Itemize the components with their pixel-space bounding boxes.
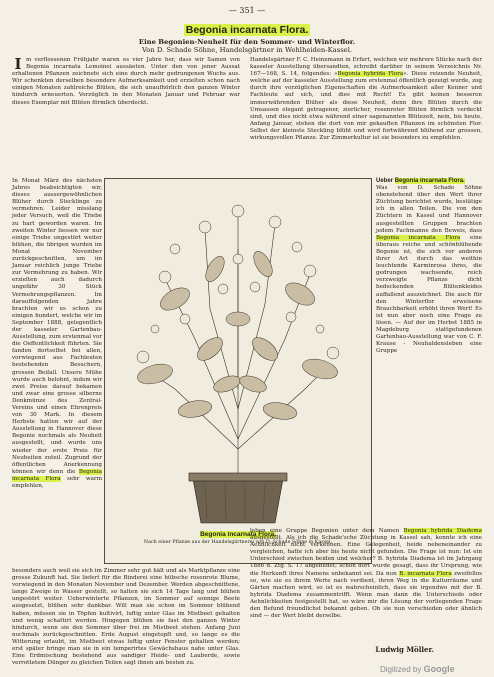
col3-highlight: Begonia incarnata Flora xyxy=(376,234,461,241)
plant-illustration-frame xyxy=(104,178,372,564)
col2-bottom-3: zweifellos so, wie sie es ihrem Werte nach verdient, ihren Weg in die Kulturräume und Gärten machen wird, so ist es wahrscheinlich, dass sie irgendwo mit der B. hybrida Diadema zusammentrifft. Wenn man dann die Unterschiede oder Aehnlichkeiten festgestellt hat, so wäre mir die Lösung der vorliegenden Frage den Befund freundlichst bekannt geben. Ob sie nun verschieden oder ähnlich sind — der Wert bleibt derselbe. xyxy=(250,570,483,620)
drop-cap: I xyxy=(14,55,22,73)
watermark-prefix: Digitized by xyxy=(380,665,422,674)
col1-side-highlight: Begonia incarnata Flora xyxy=(12,468,102,482)
col1-side-end: sehr warm empfehlen, xyxy=(12,475,102,490)
col2-bottom-2: ausgestellt. Als ich die Schade'sche Züchtung in Kassel sah, konnte ich eine Aehnlichkeit nicht verkennen. Eine Gelegenheit, beide nebeneinander zu vergleichen, hatte ich aber bis heute nicht gefunden. Die Frage ist nun: Ist ein Unterschied zwischen beiden und welcher? B. hybrida Diadema ist im Jahrgang 1886 d. Ztg. S. 17 abgebildet; schon dort wurde gesagt, dass ihr Ursprung, wie die Herkunft ihres Namens unbekannt sei. Da nun xyxy=(250,535,482,577)
col2-bottom-highlight-2: B. incarnata Flora xyxy=(399,570,452,577)
col1-top-text: m verflossenen Frühjahr waren es vier Jahre her, dass wir Samen von Begonia incarnata Lemoinei aussäeten. Unter den von jener Aussat erhaltenen Pflanzen zeichnete sich eine durch mehr gedrungenen Wuchs aus. Wir schenkten derselben besondere Aufmerksamkeit und erzielten schon nach einigen Monaten zahlreiche Blüten, die sich unaufhörlich den ganzen Winter hindurch erneuerten. Vorzüglich in den Monaten Januar und Februar war dieses Exemplar mit Blüten förmlich überdeckt. xyxy=(12,57,240,106)
digitized-watermark xyxy=(380,664,455,674)
column-right-side xyxy=(376,178,482,528)
column-right-top: Handelsgärtner F. C. Heinemann in Erfurt, welchen wir mehrere Stücke nach der kasseler Ausstellung übersandten, schreibt darüber in seinem Verzeichnis Nr. 167—168, S. 14, folgendes: »Begonia hybrida Flora«. Diese reizende Neuheit, welche auf der kasseler Ausstellung zum erstenmal öffentlich gezeigt wurde, zog durch ihre vorzüglichen Eigenschaften die Aufmerksamkeit aller Kenner und Fachleute auf sich, und dies mit Recht! Es gibt keinen besseren immerwährenden Blüher als diese Neuheit, denn ihre Blüten durch die Umsassen elegant getragener, zierlicher, rosenroter Blüten förmlich verdeckt sind, und dies nicht etwa während einer sagenannten Blütezeit, nein, bis heute, Anfang Januar, stehen die dort von mir gekauften Pflanzen im schönsten Flor. Selbst der kleinste Steckling blüht und wird fortwährend blühend zur grossen, wirkungsvollen Pflanze. Zur Zimmerkultur ist sie besonders zu empfehlen. xyxy=(250,57,482,142)
article-title xyxy=(0,24,494,36)
col1-side-text: In Monat März des nächsten Jahres beabsichtigten wir, dieses aussergewöhnlichen Blüher durch Stecklinge zu vermehren. Leider misslang jeder Versuch, weil die Triebe zu hart geworden waren. Im zweiten Winter liessen wir nur einige Triebe ungestört weiter blühen, die übrigen wurden im Monat November zurückgeschnitten, um im Januar reichlich junge Triebe zur Vermehrung zu haben. Wir erzielten auch dadurch ungefähr 30 Stück Vermehrungspflanzen. Im darauffolgenden Jahre brachten wir es schon zu einigen hundert, welche wir im September 1888, gelegentlich der kasseler Gartenbau-Ausstellung, zum erstenmal vor die Oeffentlichkeit führten. Sie fanden dortselbst bei allen, vorwiegend aus Fachleuten bestehenden Besuchern, grossen Beifall. Unsere Mühe wurde auch belohnt, indem wir zwei Preise darauf bekamen und zwar eine grosse silberne Denkmünze des Zentral-Vereins und einen Ehrenpreis von 30 Mark. In diesem Herbste hatten wir auf der Ausstellung in Hannover diese Begonie nochmals als Neuheit ausgestellt, und wurde uns wieder der erste Preis für Neuheiten zuteil. Zugrund der öffentlichen Anerkennung können wir denn die xyxy=(12,178,102,475)
article-subtitle: Eine Begonien-Neuheit für den Sommer- und Winterflor. xyxy=(138,38,356,46)
figure-note: Nach einer Pflanze aus der Handelsgärtnerei von D. Schade Söhne in Kassel. xyxy=(143,540,333,545)
page-number: — 351 — xyxy=(228,6,266,15)
column-left-bottom xyxy=(12,568,240,667)
watermark-brand: Google xyxy=(423,664,455,674)
col3-text-2: eine überaus reiche und schönblühende Begonie ist, die sich vor anderen ihrer Art durch das weithin leuchtende Karminrosa ihres, die gedrungen wachsende, reich verzweigte Pflanze dicht bedeckenden Blütenkleides auffallend auszeichnet. Die auch für den Winterflor erweisene Brauchbarkeit erhöht ihren Wert! Es ist nun aber noch eine Frage zu lösen. — Auf der im Herbst 1885 in Magdeburg stattgefundenen Gartenbau-Ausstellung war von C. F. Krause - Neuhaldensleben eine Gruppe xyxy=(376,234,482,355)
column-left-top xyxy=(12,57,240,178)
col2-bottom-1: leben eine Gruppe Begonien unter dem Namen xyxy=(250,528,400,534)
article-byline: Von D. Schade Söhne, Handelsgärtner in Wehlheiden-Kassel. xyxy=(141,46,353,54)
col2-quote-highlight: Begonia hybrida Flora xyxy=(337,71,404,78)
section-heading xyxy=(376,178,482,185)
article-title-text: Begonia incarnata Flora. xyxy=(185,24,309,36)
potted-begonia-illustration xyxy=(115,189,361,527)
col3-text-1: Was von D. Schade Söhne obenstehend über den Wert ihrer Züchtung berichtet wurde, bestätige ich in allen Teilen. Die von den Züchtern in Kassel und Hannover ausgestellten Gruppen brachten jedem Fachmanne den Beweis, dass xyxy=(376,185,482,234)
col1-bottom-text: besonders auch weil sie sich im Zimmer sehr gut hält und als Marktpflanze eine grosse Zukunft hat. Sie liefert für die Binderei eine hübsche rosenrote Blume, vorwiegend in den Monaten November und Dezember. Werden abgeschnittene, lange Zweige in Wasser gestellt, so halten sie sich 14 Tage lang und blühen ungestört weiter. Ueberwinterte Pflanzen, im Sommer auf sonnige Beete ausgesetzt, blühen sehr dankbar. Will man sie schon im Sommer blühend haben, müssen sie in Töpfen kultivirt, luftig unter Glas im Mistbeet gehalten und wenig schattirt werden. Hingegen blühen sie fast den ganzen Winter hindurch, wenn sie den Sommer über frei im Mistbeet stehen. Anfang Juni nochmals zurückgeschnitten. Erde August eingetopft und, so lange es die Witterung erlaubt, im Mistbeet etwas luftig unter Fenster gehalten werden; erst später bringe man sie in ein temperirtes Gewächshaus nahe unter Glas. Eine Erdmischung bestehend aus sandiger Heide- und Lauberde, sowie verrottetem Dünger zu gleichen Teilen sagt ihnen am besten zu. xyxy=(12,568,240,667)
col2-top-text: Handelsgärtner F. C. Heinemann in Erfurt, welchen wir mehrere Stücke nach der kasseler Ausstellung übersandten, schreibt darüber in seinem Verzeichnis Nr. 167—168, S. 14, folgendes: xyxy=(250,57,482,78)
figure-caption-text: Begonia incarnata Flora. xyxy=(200,531,276,538)
section-heading-plain: Ueber xyxy=(376,178,394,184)
section-heading-highlight: Begonia incarnata Flora. xyxy=(394,178,465,184)
col2-bottom-highlight-1: Begonia hybrida Diadema xyxy=(403,528,483,534)
col2-quote-text: Diese reizende Neuheit, welche auf der kasseler Ausstellung zum erstenmal öffentlich gezeigt wurde, zog durch ihre vorzüglichen Eigenschaften die Aufmerksamkeit aller Kenner und Fachleute auf sich, und dies mit Recht! Es gibt keinen besseren immerwährenden Blüher als diese Neuheit, denn ihre Blüten durch die Umsassen elegant getragener, zierlicher, rosenroter Blüten förmlich verdeckt sind, und dies nicht etwa während einer sagenannten Blütezeit, nein, bis heute, Anfang Januar, stehen die dort von mir gekauften Pflanzen im schönsten Flor. Selbst der kleinste Steckling blüht und wird fortwährend blühend zur grossen, wirkungsvollen Pflanze. Zur Zimmerkultur ist sie besonders zu empfehlen. xyxy=(250,71,482,142)
column-right-bottom xyxy=(250,528,482,640)
author-signature: Ludwig Möller. xyxy=(375,645,434,654)
